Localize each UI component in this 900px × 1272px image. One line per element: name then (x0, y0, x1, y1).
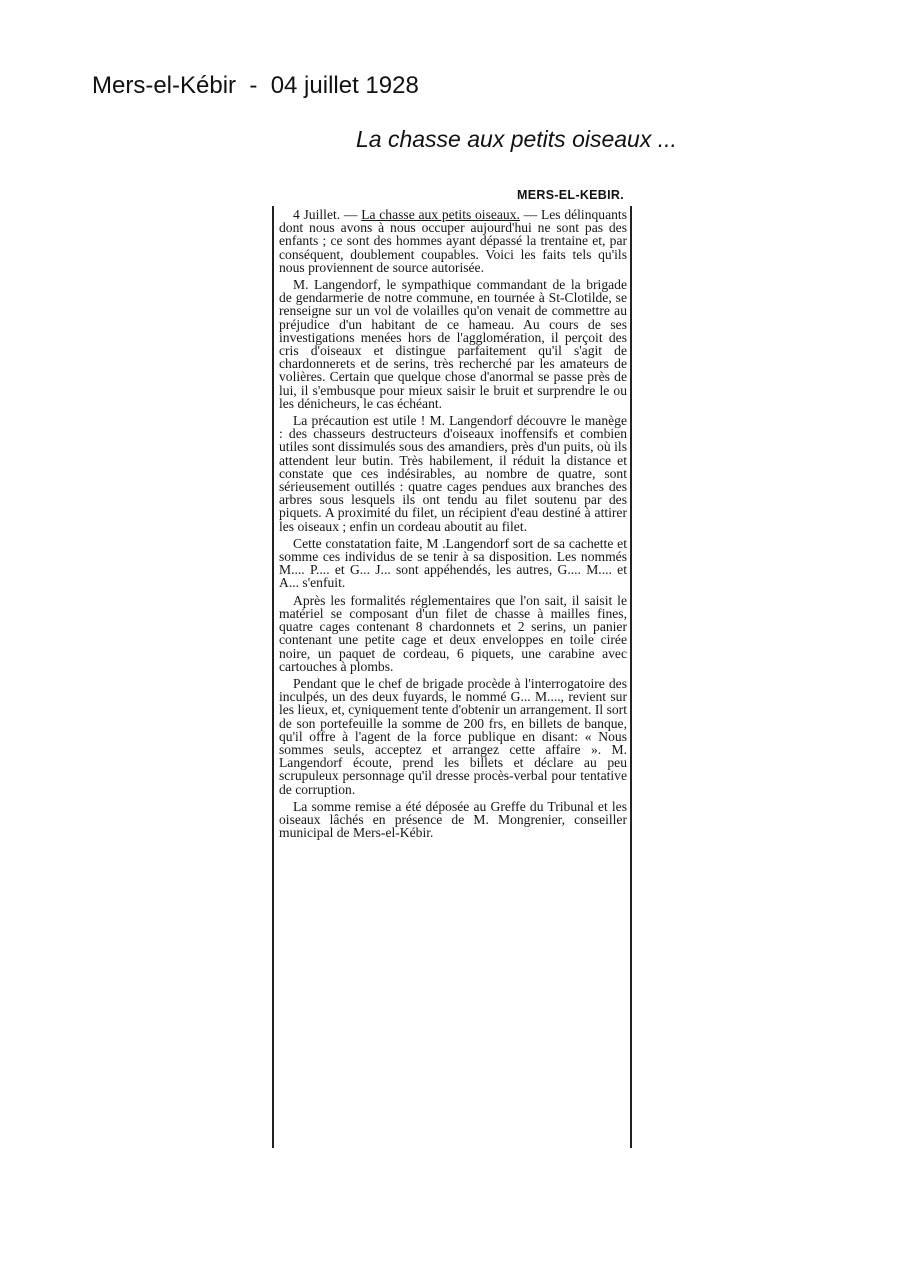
article-paragraph: Pendant que le chef de brigade procède à l'interrogatoire des inculpés, un des deux fuyards, le nommé G... M...., revient sur les lieux, et, cyniquement tente d'obtenir un arrangement. Il sort de son portefeuille la somme de 200 frs, en billets de banque, qu'il offre à l'agent de la force publique en disant: « Nous sommes seuls, acceptez et arrangez cette affaire ». M. Langendorf écoute, prend les billets et déclare au peu scrupuleux personnage qu'il dresse procès-verbal pour tentative de corruption. (279, 675, 627, 797)
article-paragraph (279, 208, 627, 274)
article-paragraph: M. Langendorf, le sympathique commandant de la brigade de gendarmerie de notre commune, en tournée à St-Clotilde, se renseigne sur un vol de volailles qu'on venait de commettre au préjudice d'un habitant de ce hameau. Au cours de ses investigations menées hors de l'agglomération, il perçoit des cris d'oiseaux et distingue parfaitement qu'il s'agit de chardonnerets et de serins, très recherché par les amateurs de volières. Certain que quelque chose d'anormal se passe près de lui, il s'embusque pour mieux saisir le bruit et surprendre le ou les dénicheurs, le cas échéant. (279, 277, 627, 411)
article-headline: La chasse aux petits oiseaux. (361, 207, 520, 222)
column-rule-left (272, 206, 274, 1148)
article-paragraph: Après les formalités réglementaires que l'on sait, il saisit le matériel se composant d'un filet de chasse à mailles fines, quatre cages contenant 8 chardonnets et 2 serins, un panier contenant une petite cage et deux enveloppes en toile cirée noire, un paquet de cordeau, 6 piquets, une carabine avec cartouches à plombs. (279, 592, 627, 674)
article-paragraph: Cette constatation faite, M .Langendorf sort de sa cachette et somme ces individus de se tenir à sa disposition. Les nommés M.... P.... et G... J... sont appéhendés, les autres, G.... M.... et A... s'enfuit. (279, 535, 627, 591)
newspaper-clipping (270, 188, 636, 1138)
article-paragraph: La précaution est utile ! M. Langendorf découvre le manège : des chasseurs destructeurs d'oiseaux inoffensifs et combien utiles sont dissimulés sous des amandiers, près d'un puits, où ils attendent leur butin. Très habilement, il réduit la distance et constate que ces indésirables, au nombre de quatre, sont sérieusement outillés : quatre cages pendues aux branches des arbres sous lesquels ils ont tendu au filet soutenu par des piquets. A proximité du filet, un récipient d'eau destiné à attirer les oiseaux ; enfin un cordeau aboutit au filet. (279, 413, 627, 534)
column-rule-right (630, 206, 632, 1148)
page-title: Mers-el-Kébir - 04 juillet 1928 (92, 72, 419, 99)
dateline: MERS-EL-KEBIR. (517, 188, 624, 202)
page-subtitle: La chasse aux petits oiseaux ... (356, 126, 677, 152)
article-paragraph: La somme remise a été déposée au Greffe du Tribunal et les oiseaux lâchés en présence de M. Mongrenier, conseiller municipal de Mers-el-Kébir. (279, 798, 627, 841)
article-body (279, 208, 627, 843)
paragraph-text: — Les délinquants dont nous avons à nous occuper aujourd'hui ne sont pas des enfants ; ce sont des hommes ayant dépassé la trentaine et, par conséquent, doublement coupables. Voici les faits tels qu'ils nous proviennent de source autorisée. (279, 207, 627, 275)
lead-date: 4 Juillet. — (293, 207, 362, 222)
